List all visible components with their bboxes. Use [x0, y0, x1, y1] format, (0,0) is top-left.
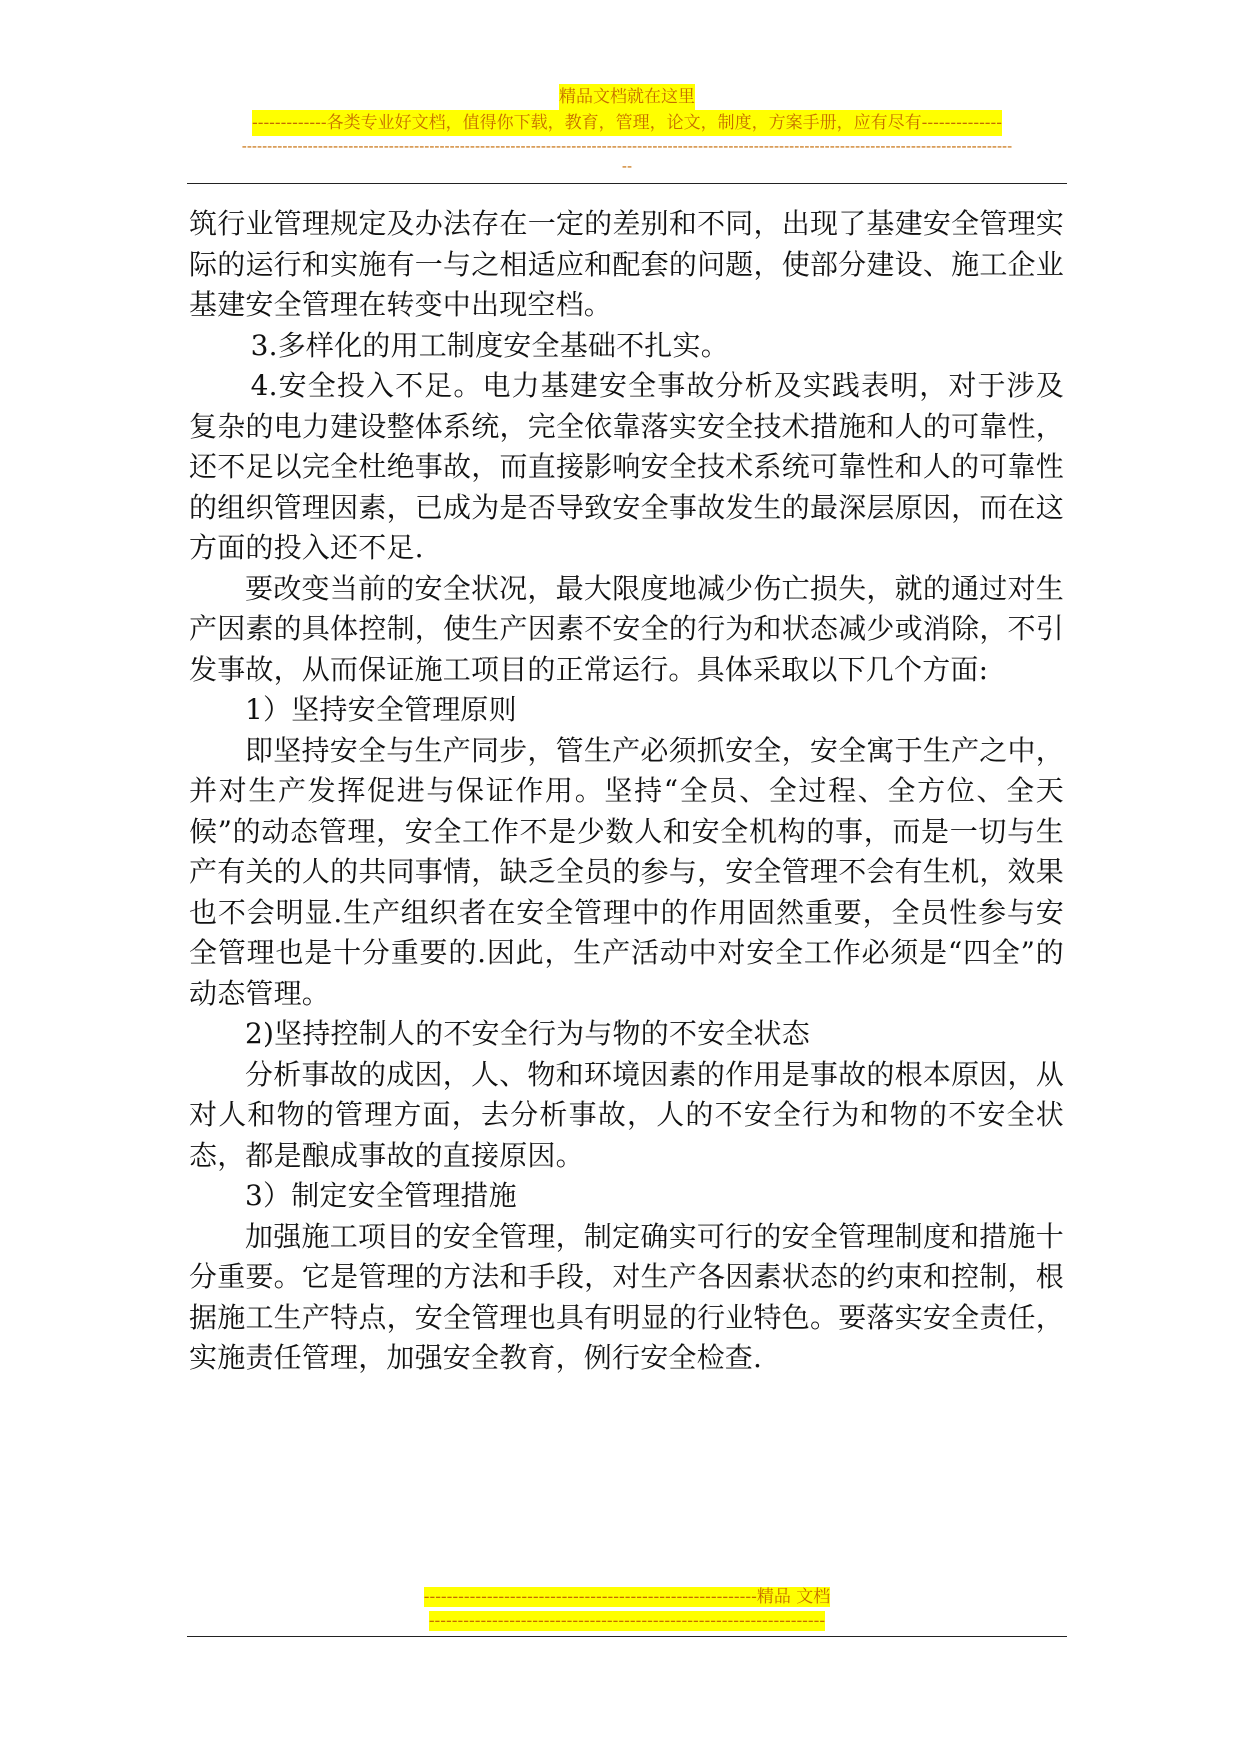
header-dash-line: --------------------------------------------------------------------------------------------------------------------------------------------------------: [241, 137, 1013, 155]
footer-label: ----------------------------------------------------------精品 文档: [423, 1587, 831, 1607]
paragraph: 即坚持安全与生产同步，管生产必须抓安全，安全寓于生产之中，并对生产发挥促进与保证作用。坚持“全员、全过程、全方位、全天候”的动态管理，安全工作不是少数人和安全机构的事，而是一切与生产有关的人的共同事情，缺乏全员的参与，安全管理不会有生机，效果也不会明显.生产组织者在安全管理中的作用固然重要，全员性参与安全管理也是十分重要的.因此，生产活动中对安全工作必须是“四全”的动态管理。: [189, 733, 1064, 1010]
paragraph: 4.安全投入不足。电力基建安全事故分析及实践表明，对于涉及复杂的电力建设整体系统，完全依靠落实安全技术措施和人的可靠性，还不足以完全杜绝事故，而直接影响安全技术系统可靠性和人的可靠性的组织管理因素，已成为是否导致安全事故发生的最深层原因，而在这方面的投入还不足.: [189, 369, 1064, 564]
header-dash-tail: --: [621, 157, 633, 175]
footer-dash-line: ---------------------------------------------------------------------: [428, 1611, 826, 1631]
paragraph: 3.多样化的用工制度安全基础不扎实。: [250, 328, 729, 362]
paragraph: 加强施工项目的安全管理，制定确实可行的安全管理制度和措施十分重要。它是管理的方法和手段，对生产各因素状态的约束和控制，根据施工生产特点，安全管理也具有明显的行业特色。要落实安全责任，实施责任管理，加强安全教育，例行安全检查.: [189, 1219, 1064, 1374]
header-title: 精品文档就在这里: [559, 84, 695, 110]
header-rule: [187, 183, 1067, 184]
paragraph: 分析事故的成因，人、物和环境因素的作用是事故的根本原因，从对人和物的管理方面，去分析事故，人的不安全行为和物的不安全状态，都是酿成事故的直接原因。: [189, 1057, 1064, 1172]
document-body: [189, 204, 1064, 1379]
page-header: [187, 84, 1067, 176]
page-footer: [187, 1585, 1067, 1633]
footer-rule: [187, 1636, 1067, 1637]
section-heading: 1）坚持安全管理原则: [245, 693, 517, 726]
paragraph: 筑行业管理规定及办法存在一定的差别和不同，出现了基建安全管理实际的运行和实施有一与之相适应和配套的问题，使部分建设、施工企业基建安全管理在转变中出现空档。: [189, 207, 1064, 321]
section-heading: 2)坚持控制人的不安全行为与物的不安全状态: [245, 1017, 810, 1050]
section-heading: 3）制定安全管理措施: [245, 1179, 517, 1212]
paragraph: 要改变当前的安全状况，最大限度地减少伤亡损失，就的通过对生产因素的具体控制，使生产因素不安全的行为和状态减少或消除，不引发事故，从而保证施工项目的正常运行。具体采取以下几个方面:: [189, 571, 1064, 686]
header-tagline: -------------各类专业好文档，值得你下载，教育，管理，论文，制度，方案手册，应有尽有--------------: [252, 110, 1002, 136]
